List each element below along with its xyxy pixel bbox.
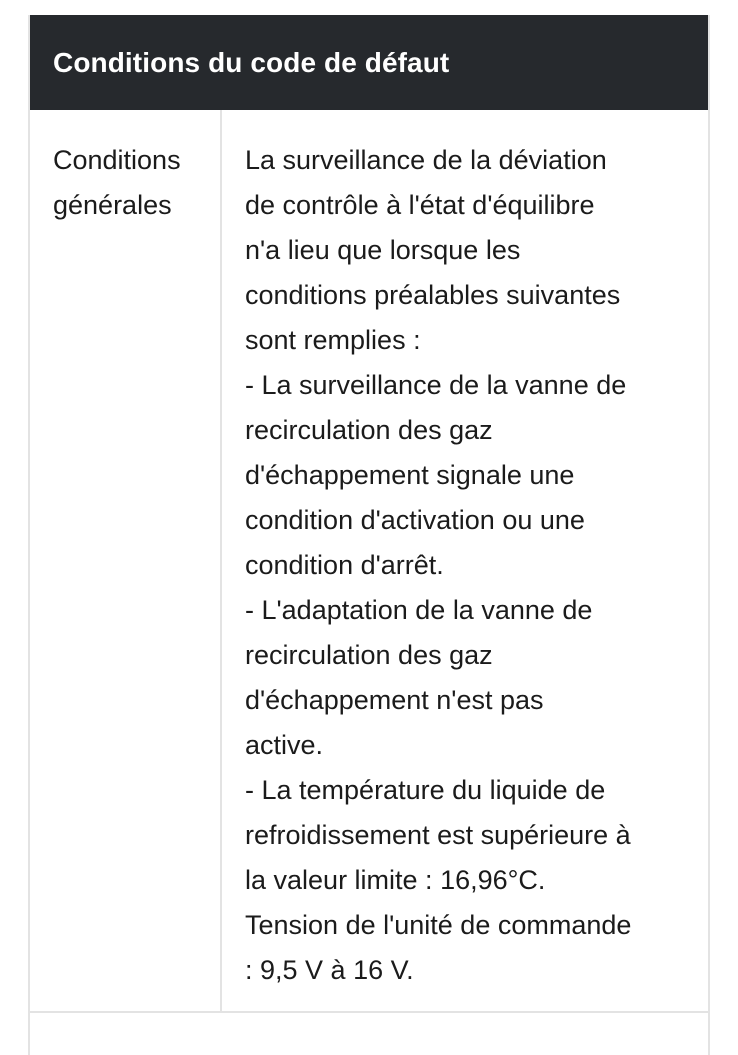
row-value-line: - L'adaptation de la vanne de: [245, 595, 593, 625]
table-row: [30, 110, 708, 1013]
row-value-line: d'échappement signale une: [245, 460, 575, 490]
row-value-line: Tension de l'unité de commande: [245, 910, 632, 940]
fault-code-conditions-table: [28, 15, 710, 1055]
row-value-line: active.: [245, 730, 324, 760]
row-label-line: générales: [53, 190, 172, 220]
row-value-line: d'échappement n'est pas: [245, 685, 544, 715]
row-value-line: La surveillance de la déviation: [245, 145, 607, 175]
row-value-line: - La température du liquide de: [245, 775, 606, 805]
row-value-line: - La surveillance de la vanne de: [245, 370, 627, 400]
row-value-line: de contrôle à l'état d'équilibre: [245, 190, 595, 220]
row-value-line: condition d'activation ou une: [245, 505, 585, 535]
row-value-line: conditions préalables suivantes: [245, 280, 621, 310]
row-value-line: la valeur limite : 16,96°C.: [245, 865, 546, 895]
row-value-line: condition d'arrêt.: [245, 550, 444, 580]
row-value-line: n'a lieu que lorsque les: [245, 235, 521, 265]
row-value-line: : 9,5 V à 16 V.: [245, 955, 414, 985]
row-value-line: recirculation des gaz: [245, 640, 493, 670]
row-value-line: sont remplies :: [245, 325, 421, 355]
row-label-cell: [30, 110, 222, 1011]
row-value-line: refroidissement est supérieure à: [245, 820, 631, 850]
row-label-line: Conditions: [53, 145, 181, 175]
row-value-cell: [222, 110, 708, 1011]
table-header: Conditions du code de défaut: [30, 15, 708, 110]
row-value-line: recirculation des gaz: [245, 415, 493, 445]
